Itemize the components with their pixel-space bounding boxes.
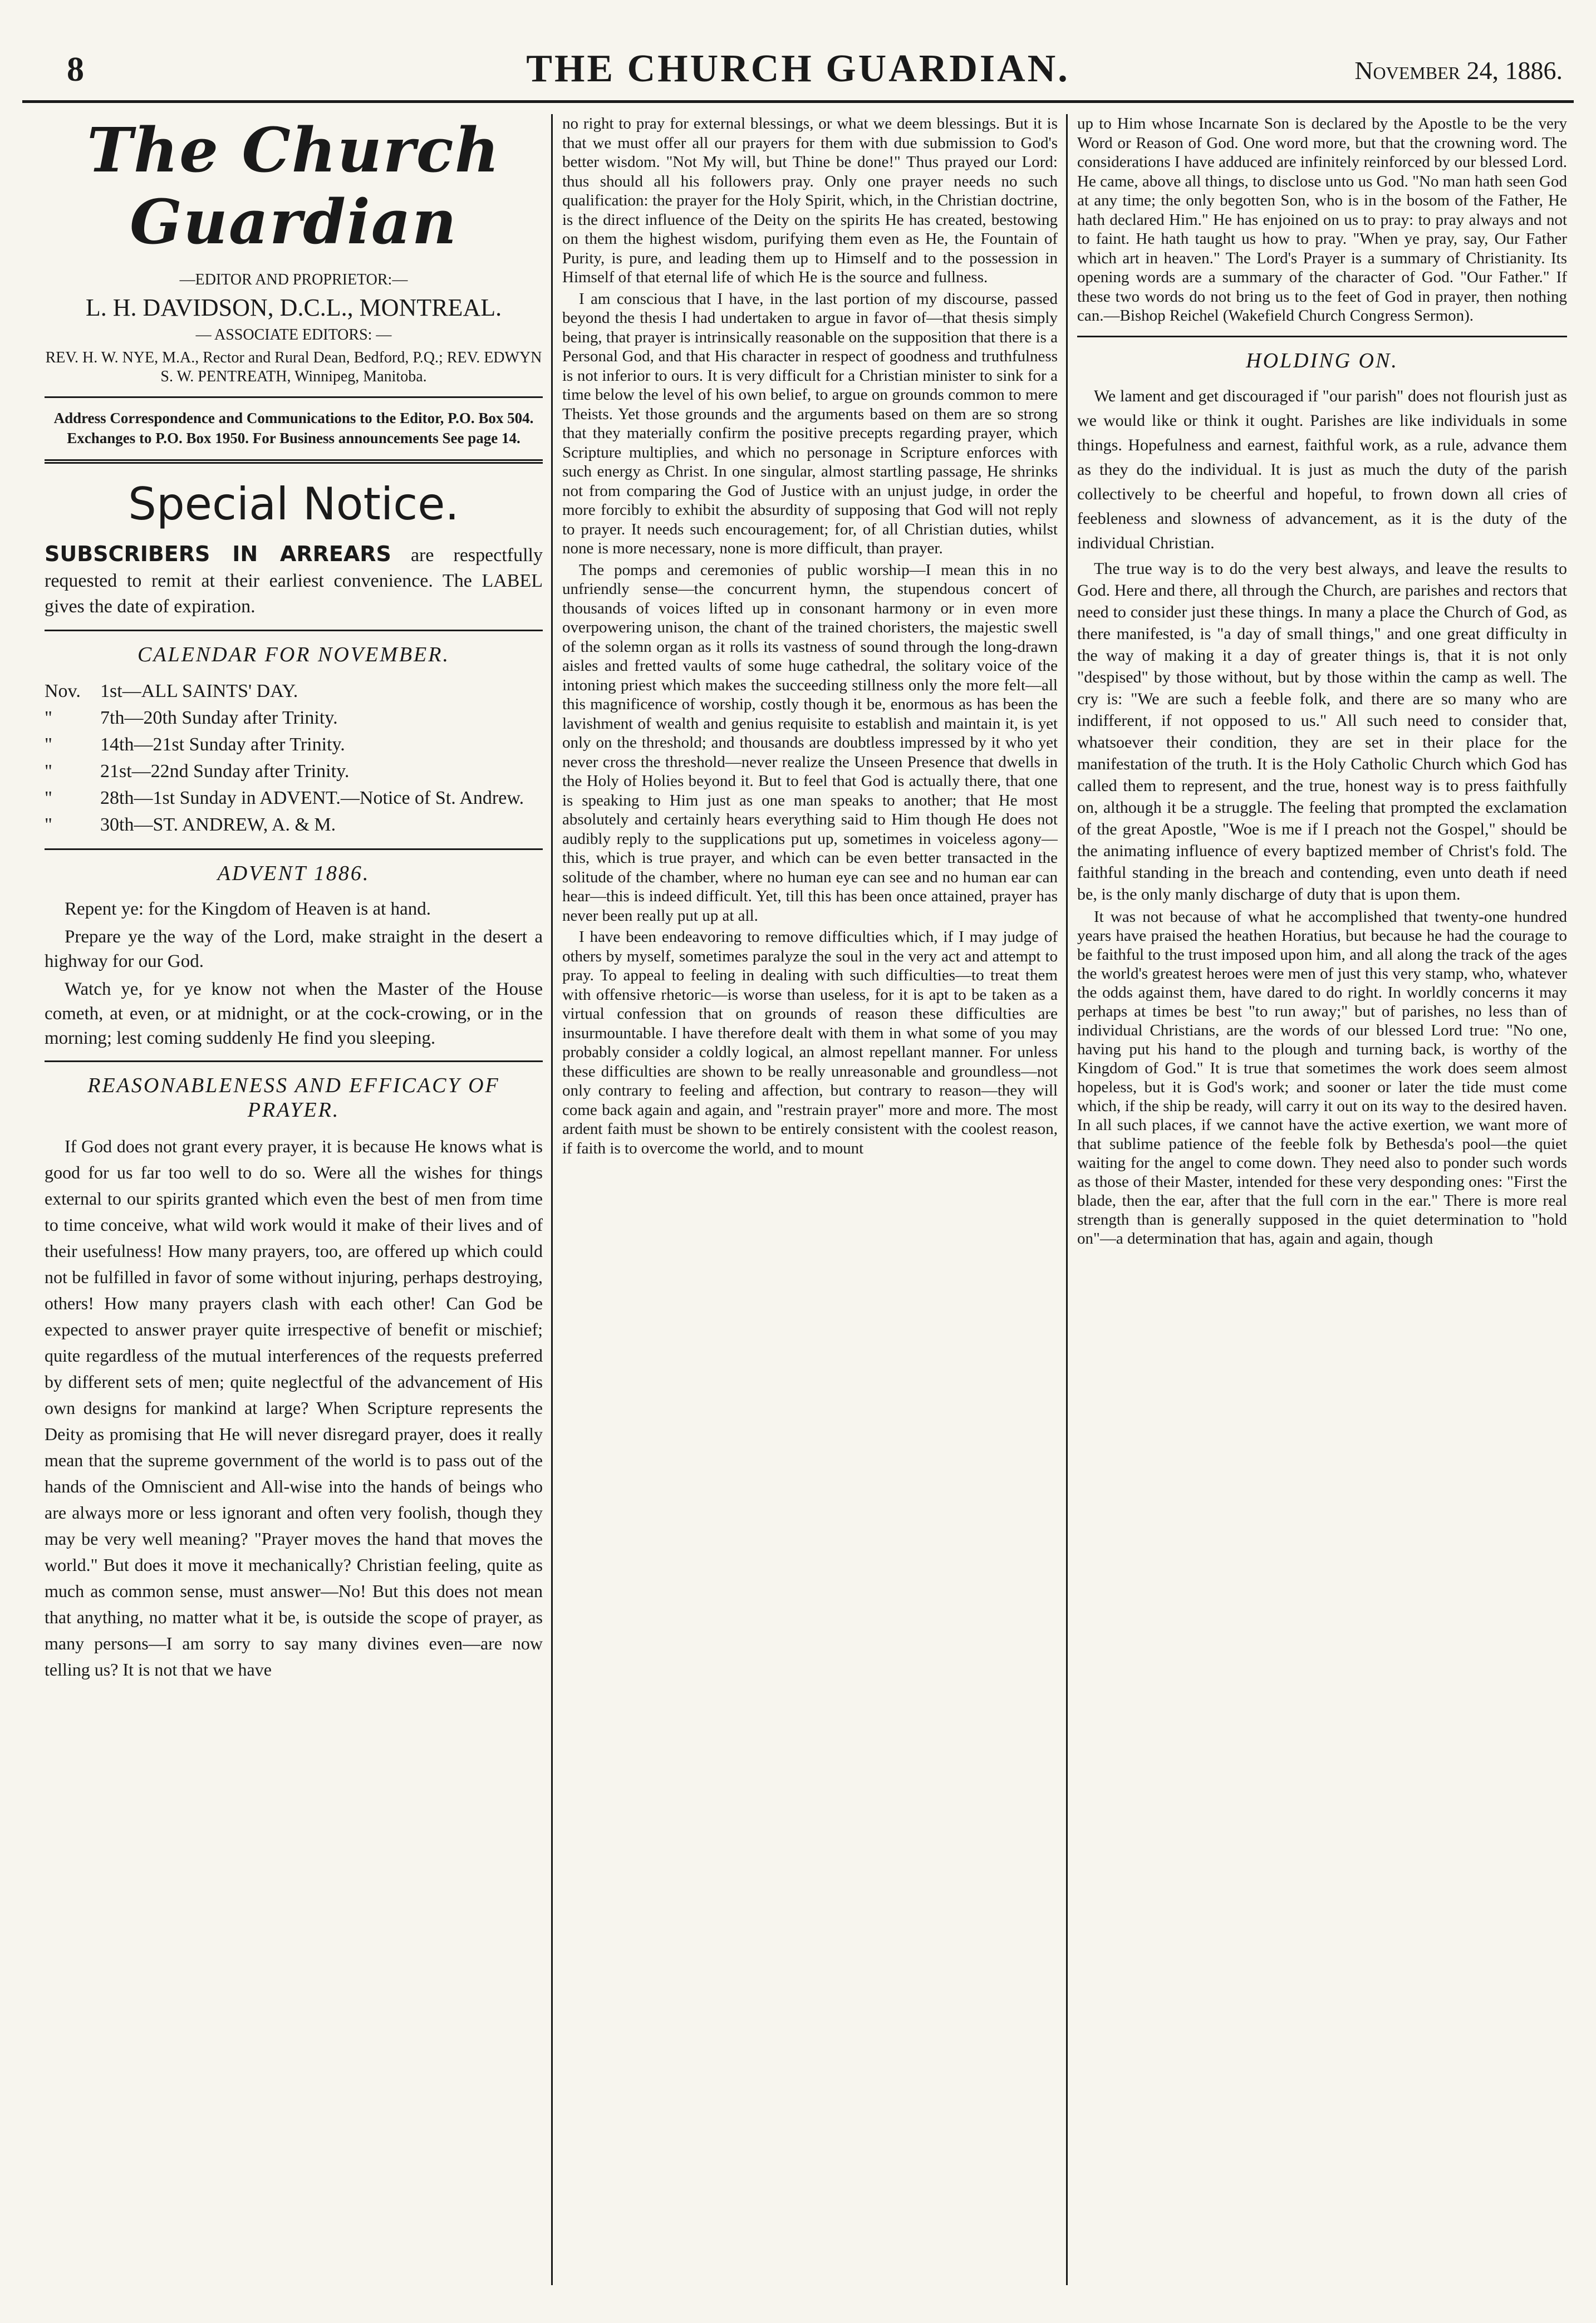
calendar-entry <box>45 731 543 758</box>
article-paragraph: We lament and get discouraged if "our parish" does not flourish just as we would like or think it ought. Parishes are like individuals in some things. Hopefulness and earnest, faithful work, as a rule, advance them as they do the individual. It is just as much the duty of the parish collectively to be cheerful and hopeful, to frown down all cries of feebleness and slowness of advancement, as it is the duty of the individual Christian. <box>1077 386 1567 552</box>
calendar-lead: " <box>45 708 52 728</box>
article-paragraph: It was not because of what he accomplished that twenty-one hundred years have praised the heathen Horatius, but because he had the courage to be faithful to the trust imposed upon him, and all along the track of the ages the world's greatest heroes were men of just this very stamp, who, whatever the odds against them, have dared to do right. In worldly concerns it may perhaps at times be best "to run away;" but of parishes, no less than of individual Christians, are the words of our blessed Lord true: "No one, having put his hand to the plough and turning back, is worthy of the Kingdom of God." It is true that sometimes the work does seem almost hopeless, but it is God's work; and sooner or later the tide must come which, if the ship be ready, will carry it out on its way to the desired haven. In all such places, if we cannot have the active exertion, we want more of that sublime patience of the feeble folk by Bethesda's pool—the quiet waiting for the angel to come down. They need also to ponder such words as those of their Master, intended for these very desponding ones: "First the blade, then the ear, after that the full corn in the ear." There is more real strength than is generally supposed in the quiet determination to "hold on"—a determination that has, again and again, though <box>1077 907 1567 1248</box>
calendar-lead: " <box>45 761 52 782</box>
associate-editors-label: — ASSOCIATE EDITORS: — <box>195 326 392 343</box>
calendar-heading: CALENDAR FOR NOVEMBER. <box>137 643 450 666</box>
calendar-entry <box>45 705 543 731</box>
article-paragraph: I am conscious that I have, in the last portion of my discourse, passed beyond the thesis I had undertaken to argue in favor of—that thesis simply being, that prayer is intrinsically reasonable on the supposition that there is a Personal God, and that His character in respect of goodness and truthfulness is not inferior to ours. It is very difficult for a Christian minister to sink for a time below the level of his own belief, to argue on grounds common to mere Theists. Yet those grounds and the arguments based on them are so strong that they materially confirm the positive precepts regarding prayer, which Scripture multiplies, and which no personage in Scripture enforces with such energy as Christ. In one singular, almost startling passage, He shrinks not from comparing the God of Justice with an unjust judge, in order the more forcibly to exhibit the absurdity of supposing that God will not reply to prayer. It needs such encouragement; for, of all Christian duties, whilst none is more necessary, none is more difficult, than prayer. <box>562 289 1058 557</box>
associate-editors: REV. H. W. NYE, M.A., Rector and Rural Dean, Bedford, P.Q.; REV. EDWYN S. W. PENTREATH, Winnipeg, Manitoba. <box>45 349 542 385</box>
advent-paragraph: Watch ye, for ye know not when the Master of the House cometh, at even, or at midnight, or at the cock-crowing, or in the morning; lest coming suddenly He find you sleeping. <box>45 979 543 1048</box>
calendar-text: 28th—1st Sunday in ADVENT.—Notice of St. Andrew. <box>100 788 524 808</box>
calendar-entry <box>45 785 543 812</box>
calendar-text: 1st—ALL SAINTS' DAY. <box>100 681 298 701</box>
calendar-entry <box>45 678 543 705</box>
notice-text: are respectfully requested to remit at their earliest convenience. The LABEL gives the date of expiration. <box>45 545 543 617</box>
advent-paragraph: Repent ye: for the Kingdom of Heaven is at hand. <box>65 899 431 919</box>
calendar-text: 30th—ST. ANDREW, A. & M. <box>100 814 336 835</box>
advent-heading: ADVENT 1886. <box>217 862 370 885</box>
calendar-lead: Nov. <box>45 681 81 701</box>
divider <box>45 1060 543 1062</box>
running-head <box>22 33 1574 103</box>
calendar-text: 21st—22nd Sunday after Trinity. <box>100 761 350 782</box>
column-1 <box>45 114 543 2285</box>
divider <box>45 459 543 464</box>
article-paragraph: If God does not grant every prayer, it is because He knows what is good for us far too well to do so. Were all the wishes for things external to our spirits granted which even the best of men from time to time conceive, what wild work would it make of their lives and of their usefulness! How many prayers, too, are offered up which could not be fulfilled in favor of some without injuring, perhaps destroying, others! How many prayers clash with each other! Can God be expected to answer prayer quite irrespective of benefit or mischief; quite regardless of the mutual interferences of the requests preferred by different sets of men; quite neglectful of the advancement of His own designs for mankind at large? When Scripture represents the Deity as promising that He will never disregard prayer, does it really mean that the supreme government of the world is to pass out of the hands of the Omniscient and All-wise into the hands of beings who are always more or less ignorant and often very foolish, though they may be very well meaning? "Prayer moves the hand that moves the world." But does it move it mechanically? Christian feeling, quite as much as common sense, must answer—No! But this does not mean that anything, no matter what it be, is outside the scope of prayer, as many persons—I am sorry to say many divines even—are now telling us? It is not that we have <box>45 1136 543 1679</box>
article-paragraph: no right to pray for external blessings, or what we deem blessings. But it is that we must offer all our prayers for them with due submission to God's better wisdom. "Not My will, but Thine be done!" Thus prayed our Lord: thus should all his followers pray. Only one prayer needs no such qualification: the prayer for the Holy Spirit, which, in the Christian doctrine, is the direct influence of the Deity on the spirits He has created, bestowing on them the highest wisdom, purifying them even as He, the Fountain of Purity, is pure, and leading them up to Himself and to the possession in Himself of that eternal life of which He is the source and fullness. <box>562 115 1058 286</box>
calendar-text: 14th—21st Sunday after Trinity. <box>100 734 345 755</box>
column-rule <box>1066 114 1068 2285</box>
page-number: 8 <box>67 51 84 89</box>
calendar-lead: " <box>45 734 52 755</box>
editor-label: —EDITOR AND PROPRIETOR:— <box>179 271 408 288</box>
editor-name: L. H. DAVIDSON, D.C.L., MONTREAL. <box>85 294 502 321</box>
calendar-lead: " <box>45 788 52 808</box>
notice-lead: SUBSCRIBERS IN ARREARS <box>45 542 391 566</box>
advent-paragraph: Prepare ye the way of the Lord, make straight in the desert a highway for our God. <box>45 927 543 971</box>
article-paragraph: up to Him whose Incarnate Son is declared by the Apostle to be the very Word or Reason of God. One word more, but that the crowning word. The considerations I have adduced are infinitely reinforced by our blessed Lord. He came, above all things, to disclose unto us God. "No man hath seen God at any time; the only begotten Son, who is in the bosom of the Father, He hath declared Him." He has enjoined on us to pray: to pray always and not to faint. He hath taught us how to pray. "When ye pray, say, Our Father which art in heaven." The Lord's Prayer is a summary of Christianity. Its opening words are a summary of the character of God. "Our Father." If these two words do not bring us to the feet of God in prayer, then nothing can.—Bishop Reichel (Wakefield Church Congress Sermon). <box>1077 115 1567 325</box>
divider <box>1077 336 1567 337</box>
special-notice-body <box>45 541 543 620</box>
column-3 <box>1077 114 1567 2285</box>
column-2 <box>562 114 1058 2285</box>
calendar-entry <box>45 758 543 785</box>
special-notice-title: Special Notice. <box>128 478 459 530</box>
divider <box>45 396 543 398</box>
calendar-text: 7th—20th Sunday after Trinity. <box>100 708 338 728</box>
issue-date: November 24, 1886. <box>1354 56 1563 85</box>
article-paragraph: I have been endeavoring to remove difficulties which, if I may judge of others by myself, sometimes paralyze the soul in the very act and attempt to pray. To appeal to feeling in dealing with such difficulties—to treat them with offensive rhetoric—is worse than useless, for it is apt to be taken as a virtual confession that on grounds of reason these difficulties are insurmountable. I have therefore dealt with them in what some of you may probably consider a coldly logical, an almost repellant manner. For unless these difficulties are shown to be really unreasonable and groundless—not only contrary to feeling and affection, but contrary to reason—they will come back again and again, and "restrain prayer" more and more. The most ardent faith must be shown to be entirely consistent with the coolest reason, if faith is to overcome the world, and to mount <box>562 928 1058 1157</box>
article-paragraph: The true way is to do the very best always, and leave the results to God. Here and there, all through the Church, are parishes and rectors that need to consider just these things. In many a place the Church of God, as there manifested, is "a day of small things," and one great difficulty in the way of making it a day of greater things is, that it is not only "despised" by those without, but by those within the camp as well. The cry is: "We are such a feeble folk, and there are so many who are indifferent, if not opposed to us." All such need to consider that, whatsoever their condition, they are set in their place for the manifestation of the truth. It is the Holy Catholic Church which God has called them to represent, and the true, honest way is to press faithfully on, although it be a struggle. The feeling that prompted the exclamation of the great Apostle, "Woe is me if I preach not the Gospel," should be the animating influence of every baptized member of Christ's fold. The faithful standing in the breach and contending, even unto death if need be, is the only manly discharge of duty that is upon them. <box>1077 559 1567 903</box>
holding-on-heading: HOLDING ON. <box>1246 348 1398 372</box>
calendar-list <box>45 678 543 838</box>
address-note: Address Correspondence and Communications to the Editor, P.O. Box 504. Exchanges to P.O. Box 1950. For Business announcements See page 14. <box>53 410 534 446</box>
column-rule <box>551 114 553 2285</box>
divider <box>45 630 543 631</box>
calendar-entry <box>45 812 543 838</box>
divider <box>45 848 543 850</box>
article-paragraph: The pomps and ceremonies of public worship—I mean this in no unfriendly sense—the concurrent hymn, the stupendous concert of thousands of voices lifted up in consonant harmony or in even more overpowering unison, the chant of the trained choristers, the majestic swell of the solemn organ as it rolls its vastness of sound through the long-drawn aisles and fretted vaults of some huge cathedral, the solitary voice of the intoning priest which makes the succeeding stillness only the more felt—all this magnificence of worship, costly though it be, enormous as has been the lavishment of wealth and genius requisite to establish and maintain it, is yet only on the threshold; and thousands are doubtless impressed by it who yet never cross the threshold—never realize the Unseen Presence that dwells in the Holy of Holies beyond it. But to feel that God is actually there, that one is speaking to Him just as one man speaks to another; that He most absolutely and certainly hears everything said to Him though He does not audibly reply to the supplications put up, sometimes in voiceless agony—this, which is true prayer, and which can be even better transacted in the solitude of the chamber, where no human eye can see and no human ear can hear—this is indeed difficult. Yet, till this has been once attained, prayer has never been really put up at all. <box>562 561 1058 925</box>
prayer-article-heading: REASONABLENESS AND EFFICACY OF PRAYER. <box>87 1074 500 1122</box>
masthead-title: The Church Guardian <box>87 114 500 258</box>
running-title: THE CHURCH GUARDIAN. <box>526 47 1070 90</box>
calendar-lead: " <box>45 814 52 835</box>
